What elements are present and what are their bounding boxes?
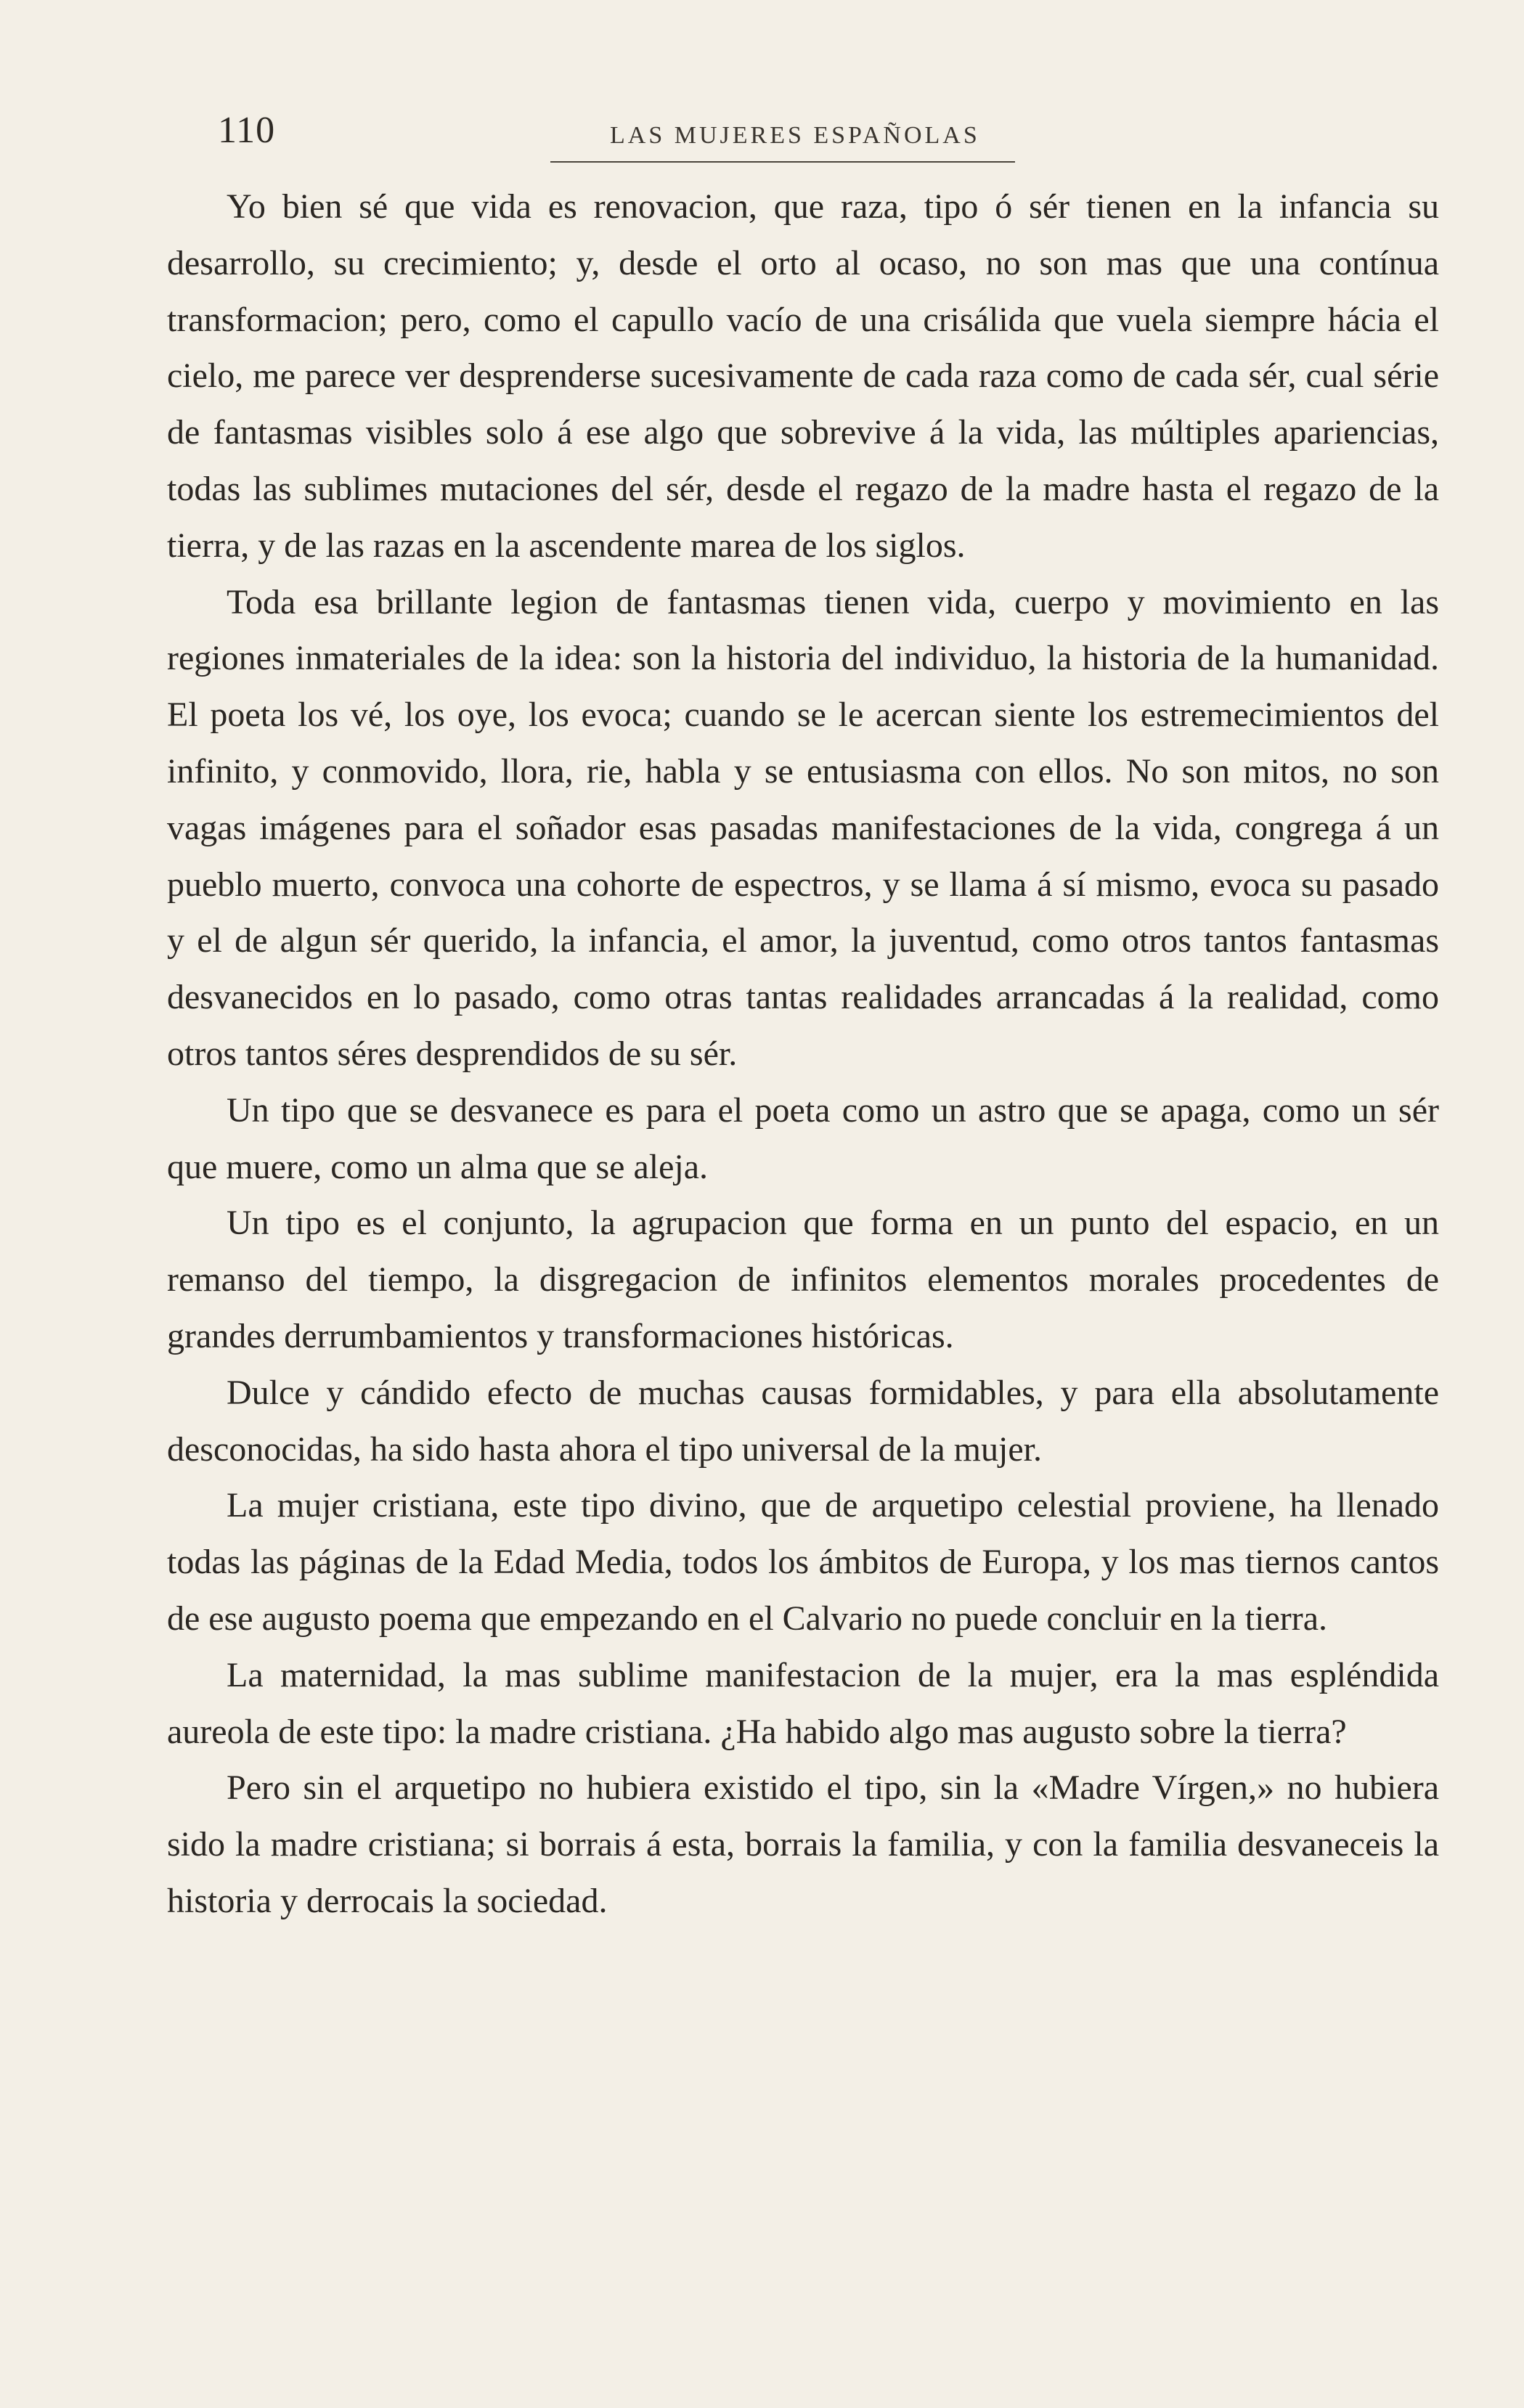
paragraph: Toda esa brillante legion de fantasmas tienen vida, cuerpo y movimiento en las regiones inmateriales de la idea: son la historia del individuo, la historia de la humanidad. El poeta los vé, los oye, los evoca; cuando se le acercan siente los estremecimientos del infinito, y conmovido, llora, rie, habla y se entusiasma con ellos. No son mitos, no son vagas imágenes para el soñador esas pasadas manifestaciones de la vida, congrega á un pueblo muerto, convoca una cohorte de espectros, y se llama á sí mismo, evoca su pasado y el de algun sér querido, la infancia, el amor, la juventud, como otros tantos fantasmas desvanecidos en lo pasado, como otras tantas realidades arrancadas á la realidad, como otros tantos séres desprendidos de su sér. [167, 582, 1439, 1073]
paragraph: Yo bien sé que vida es renovacion, que raza, tipo ó sér tienen en la infancia su desarrollo, su crecimiento; y, desde el orto al ocaso, no son mas que una contínua transformacion; pero, como el capullo vacío de una crisálida que vuela siempre hácia el cielo, me parece ver desprenderse sucesivamente de cada raza como de cada sér, cual série de fantasmas visibles solo á ese algo que sobrevive á la vida, las múltiples apariencias, todas las sublimes mutaciones del sér, desde el regazo de la madre hasta el regazo de la tierra, y de las razas en la ascendente marea de los siglos. [167, 187, 1439, 565]
page-number: 110 [218, 110, 276, 151]
paragraph: Un tipo que se desvanece es para el poeta como un astro que se apaga, como un sér que muere, como un alma que se aleja. [167, 1090, 1439, 1186]
paragraph: Dulce y cándido efecto de muchas causas formidables, y para ella absolutamente desconocidas, ha sido hasta ahora el tipo universal de la mujer. [167, 1373, 1439, 1469]
paragraph: La mujer cristiana, este tipo divino, que de arquetipo celestial proviene, ha llenado todas las páginas de la Edad Media, todos los ámbitos de Europa, y los mas tiernos cantos de ese augusto poema que empezando en el Calvario no puede concluir en la tierra. [167, 1486, 1439, 1638]
body-text [167, 179, 1439, 1930]
paragraph: La maternidad, la mas sublime manifestacion de la mujer, era la mas espléndida aureola de este tipo: la madre cristiana. ¿Ha habido algo mas augusto sobre la tierra? [167, 1655, 1439, 1751]
header-rule [550, 161, 1015, 163]
running-title: LAS MUJERES ESPAÑOLAS [610, 122, 980, 149]
page-header [218, 102, 1452, 160]
paragraph: Pero sin el arquetipo no hubiera existido el tipo, sin la «Madre Vírgen,» no hubiera sido la madre cristiana; si borrais á esta, borrais la familia, y con la familia desvaneceis la historia y derrocais la sociedad. [167, 1768, 1439, 1920]
paragraph: Un tipo es el conjunto, la agrupacion que forma en un punto del espacio, en un remanso del tiempo, la disgregacion de infinitos elementos morales procedentes de grandes derrumbamientos y transformaciones históricas. [167, 1204, 1439, 1355]
